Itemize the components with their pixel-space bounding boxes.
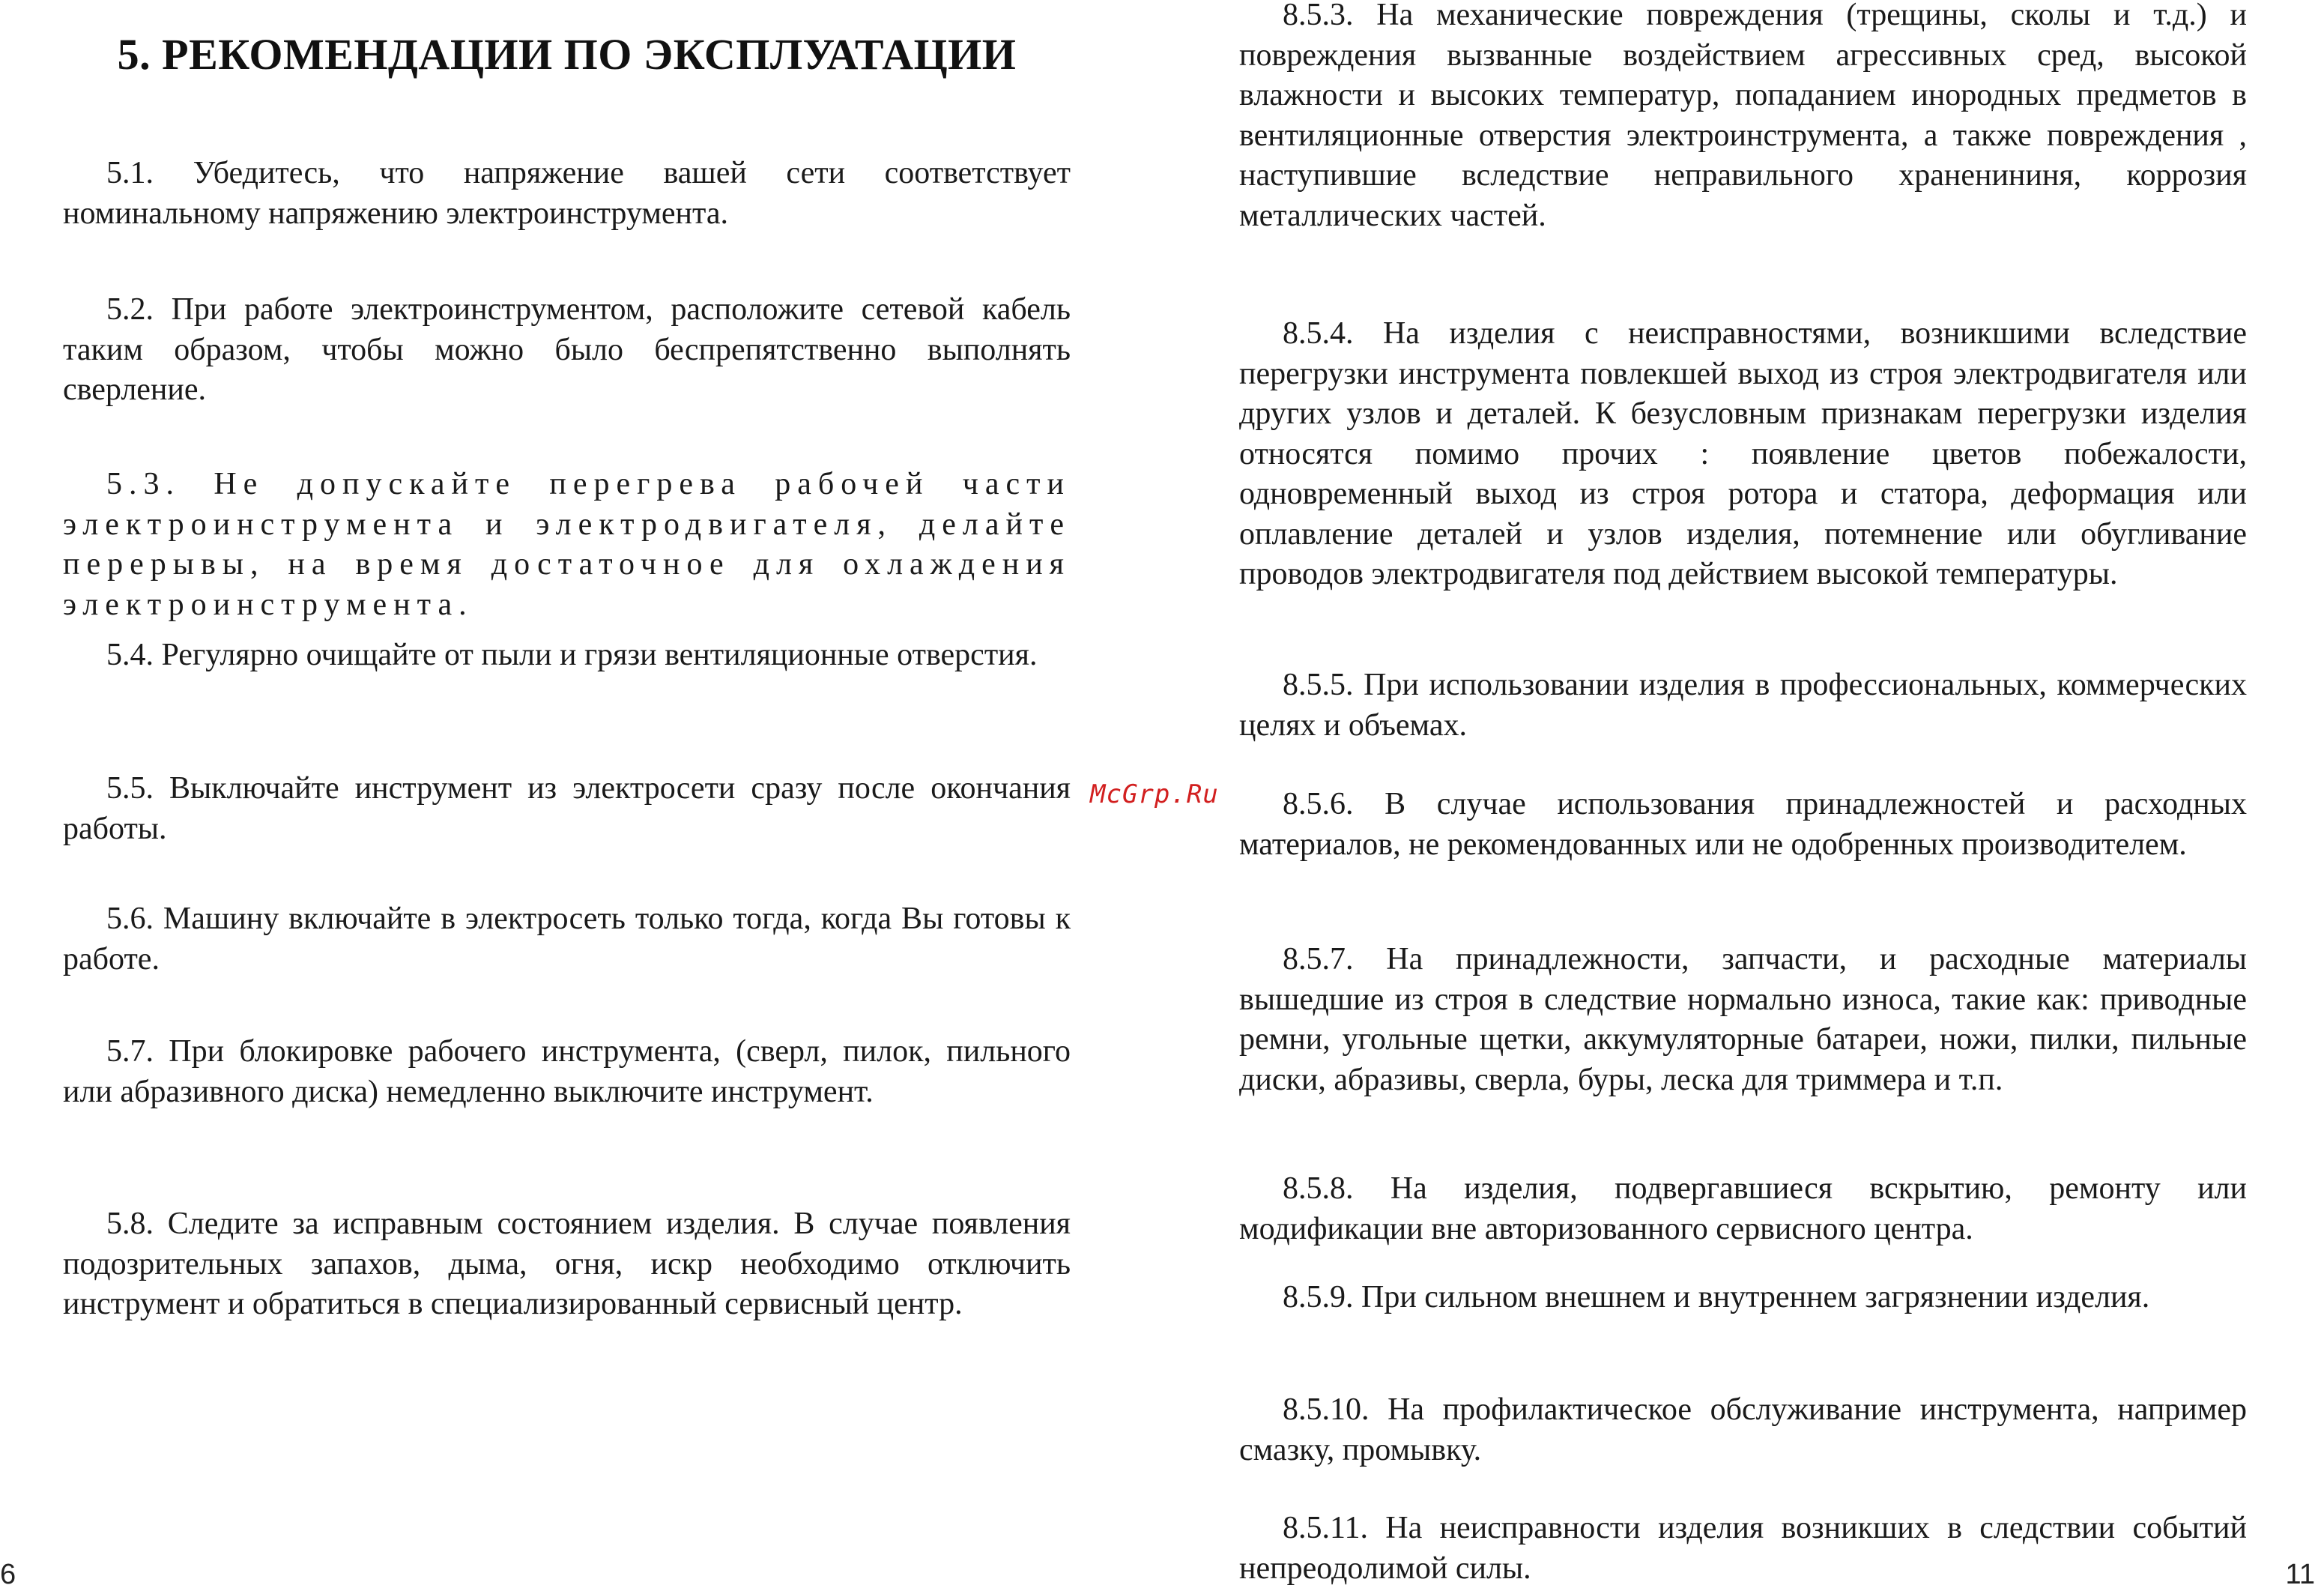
- paragraph-8-5-11: 8.5.11. На неисправности изделия возникших в следствии событий непреодолимой силы.: [1239, 1511, 2247, 1586]
- paragraph-5-5: 5.5. Выключайте инструмент из электросети сразу после окончания работы.: [63, 771, 1071, 846]
- paragraph-5-6: 5.6. Машину включайте в электросеть только тогда, когда Вы готовы к работе.: [63, 902, 1071, 976]
- paragraph-5-8: 5.8. Следите за исправным состоянием изделия. В случае появления подозрительных запахов, дыма, огня, искр необходимо отключить инструмент и обратиться в специализированный сервисный центр.: [63, 1207, 1071, 1321]
- paragraph-5-1: 5.1. Убедитесь, что напряжение вашей сети соответствует номинальному напряжению электроинструмента.: [63, 156, 1071, 231]
- paragraph-8-5-9: 8.5.9. При сильном внешнем и внутреннем загрязнении изделия.: [1283, 1280, 2150, 1314]
- paragraph-8-5-5: 8.5.5. При использовании изделия в профессиональных, коммерческих целях и объемах.: [1239, 668, 2247, 743]
- watermark-text: McGrp.Ru: [1090, 779, 1219, 809]
- paragraph-8-5-3: 8.5.3. На механические повреждения (трещины, сколы и т.д.) и повреждения вызванные воздействием агрессивных сред, высокой влажности и высоких температур, попаданием инородных предметов в вентиляционные отверстия электроинструмента, а также повреждения , наступившие вследствие неправильного храненининя, коррозия металлических частей.: [1239, 0, 2247, 233]
- paragraph-8-5-4: 8.5.4. На изделия с неисправностями, возникшими вследствие перегрузки инструмента повлекшей выход из строя электродвигателя или других узлов и деталей. К безусловным признакам перегрузки изделия относятся помимо прочих : появление цветов побежалости, одновременный выход из строя ротора и статора, деформация или оплавление деталей и узлов изделия, потемнение или обугливание проводов электродвигателя под действием высокой температуры.: [1239, 316, 2247, 591]
- paragraph-5-2: 5.2. При работе электроинструментом, расположите сетевой кабель таким образом, чтобы можно было беспрепятственно выполнять сверление.: [63, 292, 1071, 407]
- paragraph-5-7: 5.7. При блокировке рабочего инструмента, (сверл, пилок, пильного или абразивного диска) немедленно выключите инструмент.: [63, 1034, 1071, 1109]
- paragraph-8-5-6: 8.5.6. В случае использования принадлежностей и расходных материалов, не рекомендованных или не одобренных производителем.: [1239, 787, 2247, 862]
- paragraph-8-5-10: 8.5.10. На профилактическое обслуживание инструмента, например смазку, промывку.: [1239, 1392, 2247, 1467]
- page-number-left: 6: [0, 1559, 16, 1590]
- paragraph-8-5-8: 8.5.8. На изделия, подвергавшиеся вскрытию, ремонту или модификации вне авторизованного сервисного центра.: [1239, 1171, 2247, 1246]
- paragraph-8-5-7: 8.5.7. На принадлежности, запчасти, и расходные материалы вышедшие из строя в следствие нормально износа, такие как: приводные ремни, угольные щетки, аккумуляторные батареи, ножи, пилки, пильные диски, абразивы, сверла, буры, леска для триммера и т.п.: [1239, 942, 2247, 1097]
- page-number-right: 11: [2285, 1559, 2315, 1590]
- paragraph-5-3: 5.3. Не допускайте перегрева рабочей части электроинструмента и электродвигателя, делайте перерывы, на время достаточное для охлаждения электроинструмента.: [63, 467, 1071, 622]
- section-title: 5. РЕКОМЕНДАЦИИ ПО ЭКСПЛУАТАЦИИ: [117, 30, 1017, 79]
- paragraph-5-4: 5.4. Регулярно очищайте от пыли и грязи вентиляционные отверстия.: [106, 638, 1038, 672]
